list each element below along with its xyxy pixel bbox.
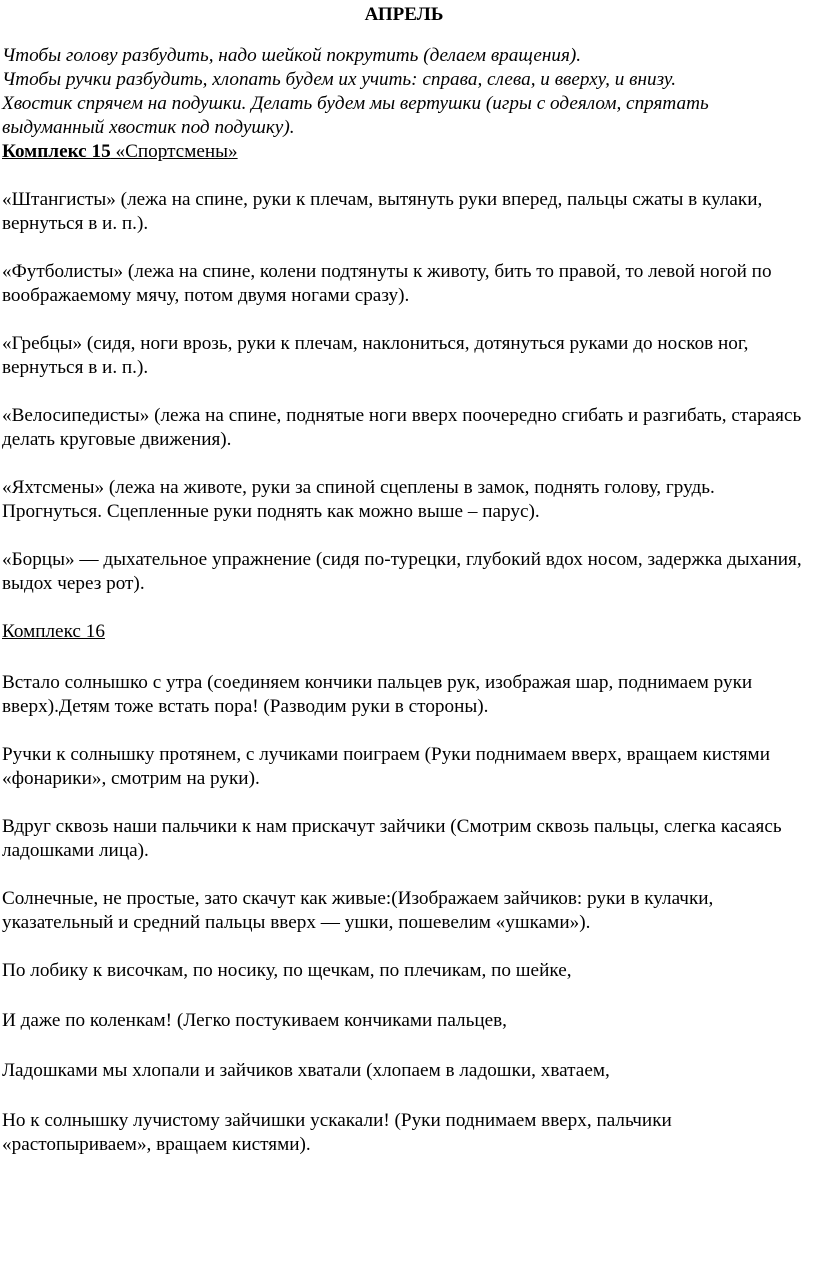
complex-15-name: «Спортсмены» (110, 141, 238, 162)
verse-line: По лобику к височкам, по носику, по щечкам, по плечикам, по шейке, (2, 960, 572, 981)
intro-line: Чтобы ручки разбудить, хлопать будем их учить: справа, слева, и вверху, и внизу. (2, 69, 677, 90)
exercise-paragraph: «Борцы» — дыхательное упражнение (сидя по-турецки, глубокий вдох носом, задержка дыхания, выдох через рот). (2, 549, 802, 594)
exercise-paragraph: «Яхтсмены» (лежа на животе, руки за спиной сцеплены в замок, поднять голову, грудь. Прогнуться. Сцепленные руки поднять как можно выше – парус). (2, 477, 715, 522)
document-title: АПРЕЛЬ (364, 4, 444, 25)
intro-verse (2, 44, 806, 140)
verse-line: И даже по коленкам! (Легко постукиваем кончиками пальцев, (2, 1010, 507, 1031)
verse-paragraph: Встало солнышко с утра (соединяем кончики пальцев рук, изображая шар, поднимаем руки вверх).Детям тоже встать пора! (Разводим руки в стороны). (2, 672, 753, 717)
exercise-paragraph: «Штангисты» (лежа на спине, руки к плечам, вытянуть руки вперед, пальцы сжаты в кулаки, вернуться в и. п.). (2, 189, 763, 234)
verse-paragraph: Вдруг сквозь наши пальчики к нам прискачут зайчики (Смотрим сквозь пальцы, слегка касаясь ладошками лица). (2, 816, 782, 861)
intro-line: Хвостик спрячем на подушки. Делать будем мы вертушки (игры с одеялом, спрятать выдуманный хвостик под подушку). (2, 93, 709, 138)
complex-15-heading (2, 140, 806, 164)
verse-paragraph: Ручки к солнышку протянем, с лучиками поиграем (Руки поднимаем вверх, вращаем кистями «фонарики», смотрим на руки). (2, 744, 770, 789)
verse-paragraph: Солнечные, не простые, зато скачут как живые:(Изображаем зайчиков: руки в кулачки, указательный и средний пальцы вверх — ушки, пошевелим «ушками»). (2, 888, 714, 933)
exercise-paragraph: «Гребцы» (сидя, ноги врозь, руки к плечам, наклониться, дотянуться руками до носков ног, вернуться в и. п.). (2, 333, 749, 378)
complex-16-heading (2, 620, 806, 644)
exercise-paragraph: «Футболисты» (лежа на спине, колени подтянуты к животу, бить то правой, то левой ногой по воображаемому мячу, потом двумя ногами сразу). (2, 261, 772, 306)
verse-paragraph: Но к солнышку лучистому зайчишки ускакали! (Руки поднимаем вверх, пальчики «растопыриваем», вращаем кистями). (2, 1110, 672, 1155)
complex-16-label: Комплекс 16 (2, 621, 105, 642)
verse-line: Ладошками мы хлопали и зайчиков хватали (хлопаем в ладошки, хватаем, (2, 1060, 610, 1081)
exercise-paragraph: «Велосипедисты» (лежа на спине, поднятые ноги вверх поочередно сгибать и разгибать, стараясь делать круговые движения). (2, 405, 802, 450)
complex-15-label: Комплекс 15 (2, 141, 111, 162)
intro-line: Чтобы голову разбудить, надо шейкой покрутить (делаем вращения). (2, 45, 582, 66)
